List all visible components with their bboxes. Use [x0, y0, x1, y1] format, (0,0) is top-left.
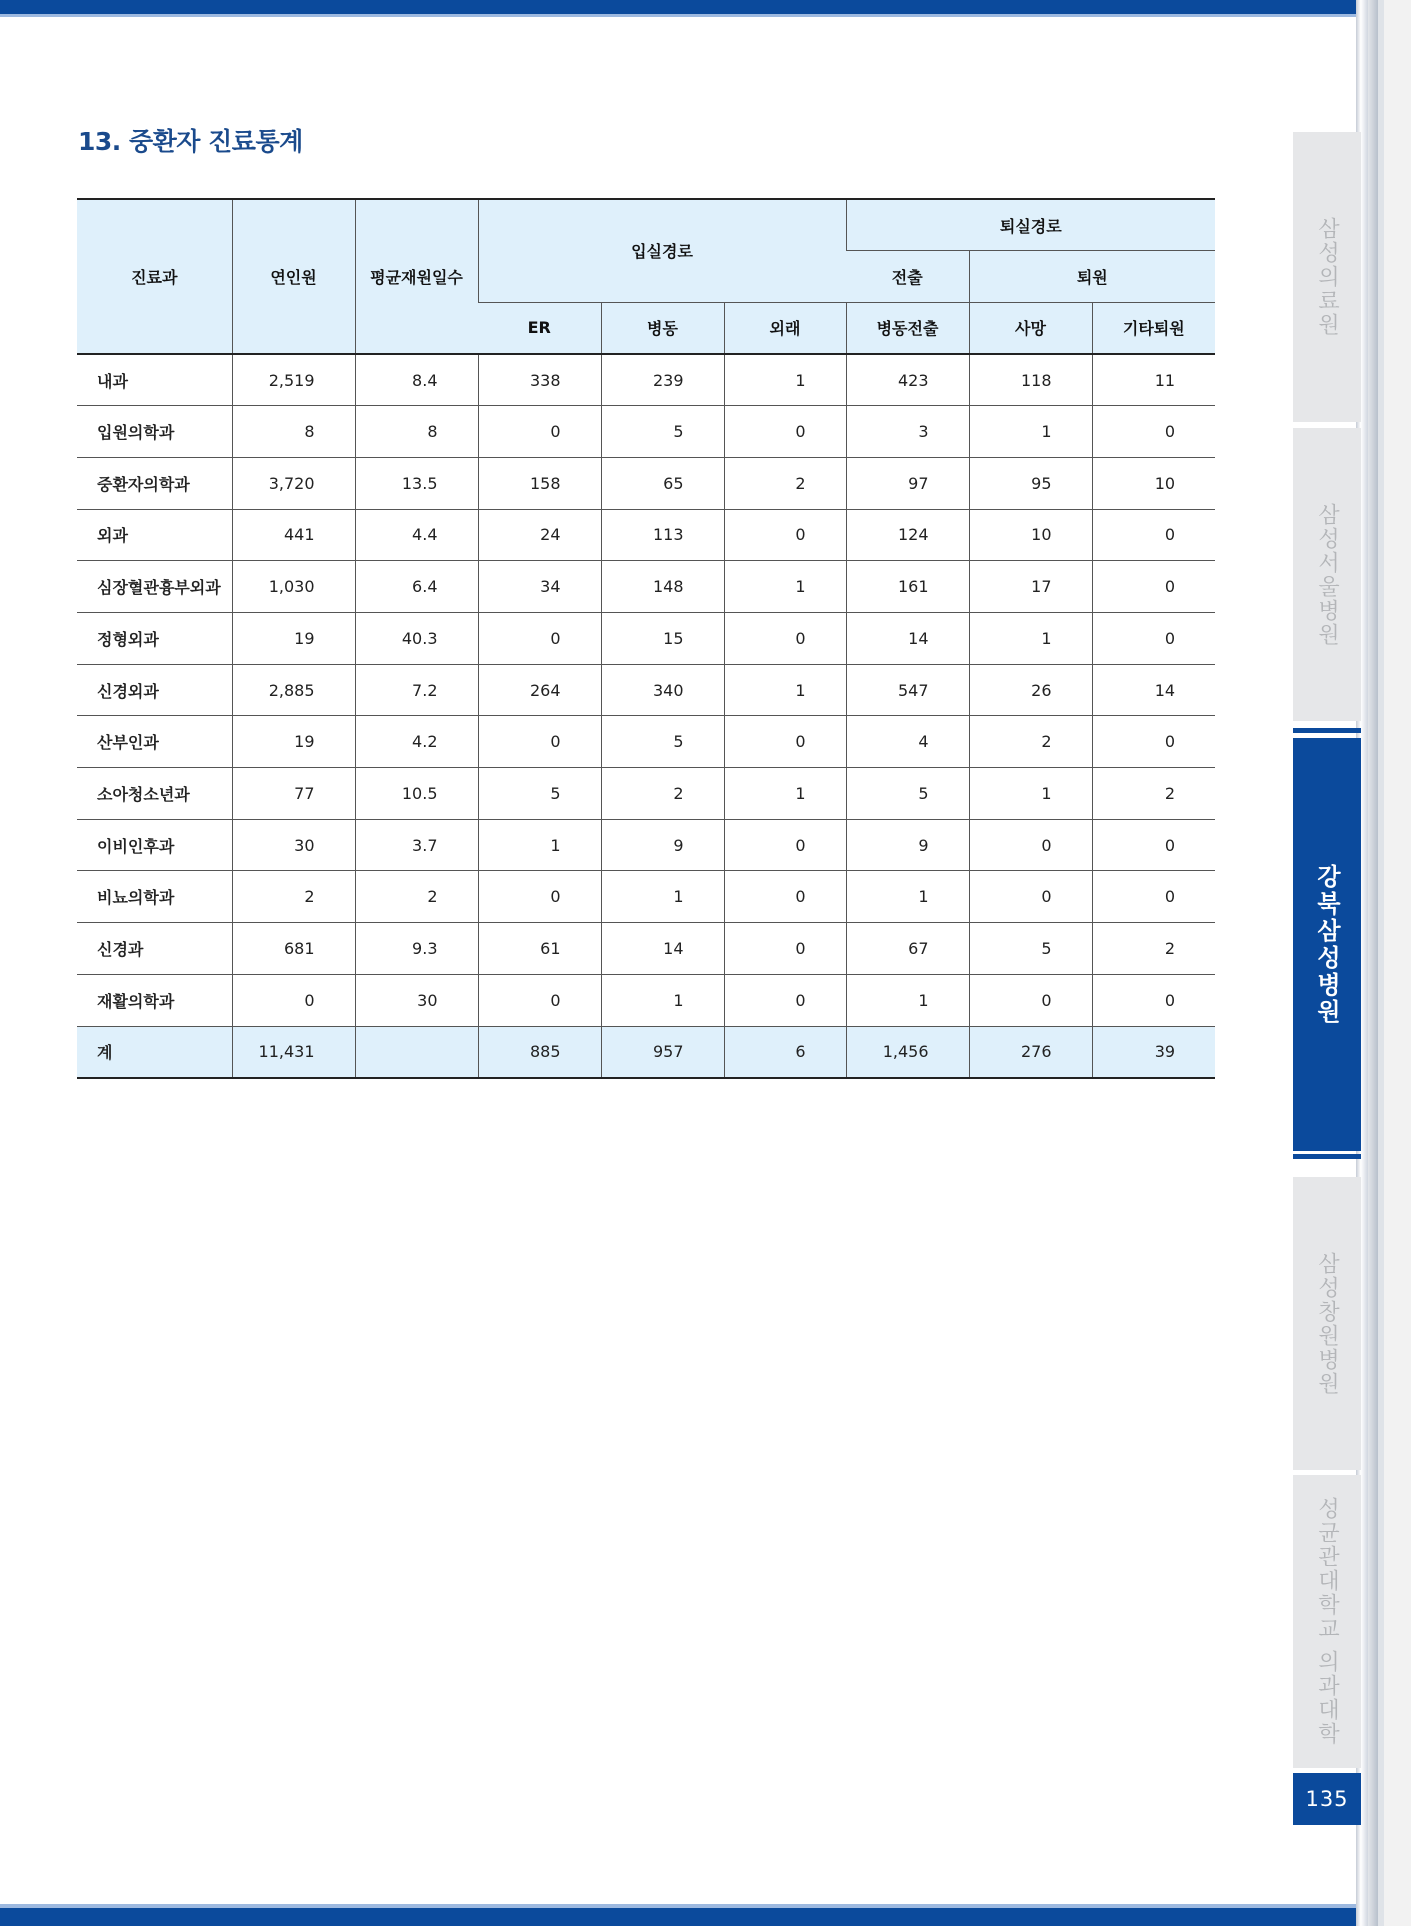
- table-row: [77, 457, 1215, 509]
- header-dept: 진료과: [77, 199, 232, 354]
- table-cell: 5: [601, 406, 724, 458]
- table-cell: 3,720: [232, 457, 355, 509]
- table-cell: 547: [846, 664, 969, 716]
- table-cell: 2,885: [232, 664, 355, 716]
- table-cell: 11,431: [232, 1026, 355, 1078]
- header-transfer: 전출: [846, 251, 969, 303]
- table-row: [77, 561, 1215, 613]
- page-number-box: [1293, 1773, 1361, 1825]
- table-cell: 2: [601, 768, 724, 820]
- table-cell: 39: [1092, 1026, 1215, 1078]
- table-row-total: [77, 1026, 1215, 1078]
- table-cell: 158: [478, 457, 601, 509]
- table-cell: 0: [724, 716, 846, 768]
- table-cell: 2: [232, 871, 355, 923]
- table-cell: 15: [601, 613, 724, 665]
- page-edge-shadow: [1368, 0, 1378, 1926]
- header-discharge: 퇴원: [969, 251, 1215, 303]
- table-cell: 1: [724, 354, 846, 406]
- table-cell: 97: [846, 457, 969, 509]
- bottom-band: [0, 1908, 1360, 1926]
- table-cell: 0: [478, 613, 601, 665]
- table-cell: 1,030: [232, 561, 355, 613]
- table-cell: 입원의학과: [77, 406, 232, 458]
- table-row: [77, 871, 1215, 923]
- table-row: [77, 354, 1215, 406]
- table-cell: 정형외과: [77, 613, 232, 665]
- table-cell: 14: [601, 923, 724, 975]
- table-cell: 9.3: [355, 923, 478, 975]
- table-cell: 0: [969, 974, 1092, 1026]
- table-cell: 0: [1092, 509, 1215, 561]
- table-row: [77, 923, 1215, 975]
- table-cell: 1: [969, 768, 1092, 820]
- table-cell: 441: [232, 509, 355, 561]
- table-cell: 비뇨의학과: [77, 871, 232, 923]
- table-cell: 0: [724, 923, 846, 975]
- table-cell: 14: [846, 613, 969, 665]
- table-cell: 17: [969, 561, 1092, 613]
- table-cell: 19: [232, 716, 355, 768]
- table-cell: 11: [1092, 354, 1215, 406]
- table-cell: 4: [846, 716, 969, 768]
- table-cell: 재활의학과: [77, 974, 232, 1026]
- side-tab-kangbuk-samsung-hospital[interactable]: [1293, 738, 1361, 1151]
- section-title: 13. 중환자 진료통계: [78, 127, 303, 156]
- page-edge-outer: [1378, 0, 1384, 1926]
- icu-statistics-table: [77, 198, 1215, 1079]
- table-cell: 65: [601, 457, 724, 509]
- table-cell: 2: [724, 457, 846, 509]
- table-cell: 9: [846, 819, 969, 871]
- table-cell: 0: [724, 509, 846, 561]
- side-tab-skku-medicine[interactable]: [1293, 1475, 1361, 1768]
- table-cell: 0: [478, 974, 601, 1026]
- table-cell: 10: [969, 509, 1092, 561]
- table-cell: 0: [478, 716, 601, 768]
- header-inpatients: 연인원: [232, 199, 355, 354]
- table-cell: 239: [601, 354, 724, 406]
- table-cell: 338: [478, 354, 601, 406]
- side-tab-samsung-seoul-hospital[interactable]: [1293, 428, 1361, 721]
- table-cell: 19: [232, 613, 355, 665]
- top-band: [0, 0, 1360, 14]
- table-cell: 6: [724, 1026, 846, 1078]
- table-body: [77, 354, 1215, 1078]
- table-cell: 7.2: [355, 664, 478, 716]
- table-cell: [355, 1026, 478, 1078]
- table-row: [77, 406, 1215, 458]
- table-cell: 내과: [77, 354, 232, 406]
- table-cell: 소아청소년과: [77, 768, 232, 820]
- table-cell: 0: [1092, 613, 1215, 665]
- side-tab-label: 삼성서울병원: [1314, 502, 1340, 647]
- table-cell: 1: [601, 974, 724, 1026]
- table-cell: 61: [478, 923, 601, 975]
- header-ward-transfer: 병동전출: [846, 302, 969, 354]
- table-cell: 77: [232, 768, 355, 820]
- table-row: [77, 974, 1215, 1026]
- table-cell: 1: [478, 819, 601, 871]
- side-tab-label: 삼성의료원: [1314, 217, 1340, 337]
- table-cell: 산부인과: [77, 716, 232, 768]
- table-cell: 1,456: [846, 1026, 969, 1078]
- table-cell: 681: [232, 923, 355, 975]
- table-cell: 신경외과: [77, 664, 232, 716]
- table-row: [77, 664, 1215, 716]
- table-cell: 124: [846, 509, 969, 561]
- table-cell: 0: [478, 871, 601, 923]
- header-er: ER: [478, 302, 601, 354]
- table-cell: 67: [846, 923, 969, 975]
- table-cell: 이비인후과: [77, 819, 232, 871]
- table-cell: 113: [601, 509, 724, 561]
- table-cell: 34: [478, 561, 601, 613]
- active-tab-cap: [1293, 728, 1361, 733]
- table-cell: 2: [969, 716, 1092, 768]
- side-tab-label: 강북삼성병원: [1312, 863, 1341, 1026]
- header-outpatient: 외래: [724, 302, 846, 354]
- table-cell: 1: [969, 613, 1092, 665]
- table-cell: 885: [478, 1026, 601, 1078]
- table-cell: 24: [478, 509, 601, 561]
- table-cell: 1: [724, 561, 846, 613]
- table-cell: 264: [478, 664, 601, 716]
- table-cell: 1: [724, 768, 846, 820]
- table-cell: 중환자의학과: [77, 457, 232, 509]
- table-cell: 0: [724, 974, 846, 1026]
- table-cell: 2: [1092, 923, 1215, 975]
- table-cell: 8: [355, 406, 478, 458]
- table-cell: 0: [478, 406, 601, 458]
- table-cell: 0: [969, 819, 1092, 871]
- table-cell: 5: [846, 768, 969, 820]
- table-cell: 30: [355, 974, 478, 1026]
- table-cell: 4.4: [355, 509, 478, 561]
- table-row: [77, 819, 1215, 871]
- table-cell: 1: [601, 871, 724, 923]
- header-admission-route: 입실경로: [478, 199, 846, 302]
- table-cell: 26: [969, 664, 1092, 716]
- side-tab-label: 삼성창원병원: [1314, 1251, 1340, 1396]
- table-cell: 3: [846, 406, 969, 458]
- table-cell: 4.2: [355, 716, 478, 768]
- table-cell: 5: [478, 768, 601, 820]
- table-cell: 2: [1092, 768, 1215, 820]
- table-cell: 0: [724, 406, 846, 458]
- header-death: 사망: [969, 302, 1092, 354]
- table-cell: 276: [969, 1026, 1092, 1078]
- active-tab-cap: [1293, 1154, 1361, 1159]
- table-cell: 0: [969, 871, 1092, 923]
- table-cell: 161: [846, 561, 969, 613]
- table-row: [77, 716, 1215, 768]
- table-cell: 13.5: [355, 457, 478, 509]
- table-cell: 0: [232, 974, 355, 1026]
- table-cell: 30: [232, 819, 355, 871]
- table-cell: 0: [724, 871, 846, 923]
- table-cell: 6.4: [355, 561, 478, 613]
- table-cell: 3.7: [355, 819, 478, 871]
- side-tab-samsung-changwon-hospital[interactable]: [1293, 1177, 1361, 1470]
- table-cell: 14: [1092, 664, 1215, 716]
- table-cell: 0: [1092, 561, 1215, 613]
- table-cell: 0: [1092, 871, 1215, 923]
- table-cell: 340: [601, 664, 724, 716]
- header-discharge-route: 퇴실경로: [846, 199, 1215, 251]
- table-cell: 95: [969, 457, 1092, 509]
- table-cell: 계: [77, 1026, 232, 1078]
- table-cell: 8: [232, 406, 355, 458]
- table-cell: 148: [601, 561, 724, 613]
- table-cell: 0: [1092, 406, 1215, 458]
- table-cell: 40.3: [355, 613, 478, 665]
- table-cell: 9: [601, 819, 724, 871]
- page-number: 135: [1305, 1787, 1349, 1811]
- table-cell: 2: [355, 871, 478, 923]
- header-avg-days: 평균재원일수: [355, 199, 478, 354]
- table-row: [77, 509, 1215, 561]
- table-cell: 0: [724, 613, 846, 665]
- table-row: [77, 768, 1215, 820]
- side-tab-samsung-medical-center[interactable]: [1293, 132, 1361, 422]
- table-cell: 8.4: [355, 354, 478, 406]
- table-cell: 5: [601, 716, 724, 768]
- table-cell: 10.5: [355, 768, 478, 820]
- table-cell: 1: [724, 664, 846, 716]
- table-cell: 0: [1092, 716, 1215, 768]
- table-cell: 외과: [77, 509, 232, 561]
- table-cell: 5: [969, 923, 1092, 975]
- table-cell: 423: [846, 354, 969, 406]
- table-cell: 957: [601, 1026, 724, 1078]
- table-row: [77, 613, 1215, 665]
- table-cell: 1: [846, 974, 969, 1026]
- header-other-discharge: 기타퇴원: [1092, 302, 1215, 354]
- table-cell: 심장혈관흉부외과: [77, 561, 232, 613]
- side-tab-label: 성균관대학교 의과대학: [1314, 1497, 1340, 1746]
- table-cell: 10: [1092, 457, 1215, 509]
- table-cell: 신경과: [77, 923, 232, 975]
- header-ward: 병동: [601, 302, 724, 354]
- table-cell: 0: [1092, 819, 1215, 871]
- table-cell: 1: [969, 406, 1092, 458]
- top-band-accent: [0, 14, 1360, 17]
- table-cell: 0: [724, 819, 846, 871]
- table-cell: 0: [1092, 974, 1215, 1026]
- table-cell: 1: [846, 871, 969, 923]
- table-cell: 2,519: [232, 354, 355, 406]
- table-cell: 118: [969, 354, 1092, 406]
